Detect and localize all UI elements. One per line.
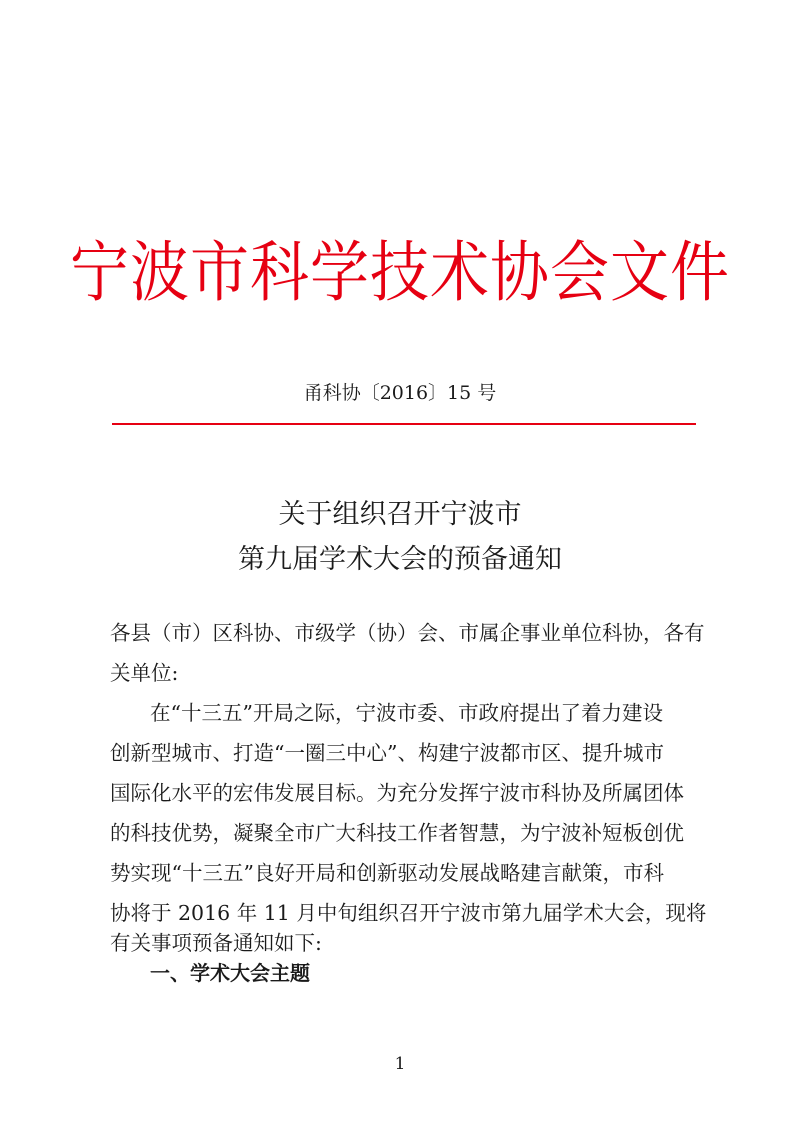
notice-title-line-1: 关于组织召开宁波市 [278, 499, 522, 530]
document-number: 甬科协〔2016〕15 号 [303, 382, 497, 404]
body-paragraph-line: 创新型城市、打造“一圈三中心”、构建宁波都市区、提升城市 [110, 741, 664, 765]
body-paragraph-line: 有关事项预备通知如下: [110, 931, 322, 955]
section-heading: 一、学术大会主题 [150, 961, 310, 985]
body-paragraph-line: 国际化水平的宏伟发展目标。为充分发挥宁波市科协及所属团体 [110, 781, 684, 805]
red-divider-rule [112, 423, 696, 425]
body-paragraph-line: 在“十三五”开局之际，宁波市委、市政府提出了着力建设 [150, 701, 663, 725]
notice-title-line-2: 第九届学术大会的预备通知 [238, 544, 562, 575]
addressee-line-1: 各县（市）区科协、市级学（协）会、市属企事业单位科协，各有 [110, 621, 705, 645]
body-paragraph-line: 协将于 2016 年 11 月中旬组织召开宁波市第九届学术大会，现将 [110, 901, 707, 925]
masthead-title: 宁波市科学技术协会文件 [69, 233, 730, 311]
body-paragraph-line: 的科技优势，凝聚全市广大科技工作者智慧，为宁波补短板创优 [110, 821, 684, 845]
addressee-line-2: 关单位: [110, 661, 179, 685]
body-paragraph-line: 势实现“十三五”良好开局和创新驱动发展战略建言献策，市科 [110, 861, 664, 885]
page-number: 1 [394, 1054, 406, 1074]
